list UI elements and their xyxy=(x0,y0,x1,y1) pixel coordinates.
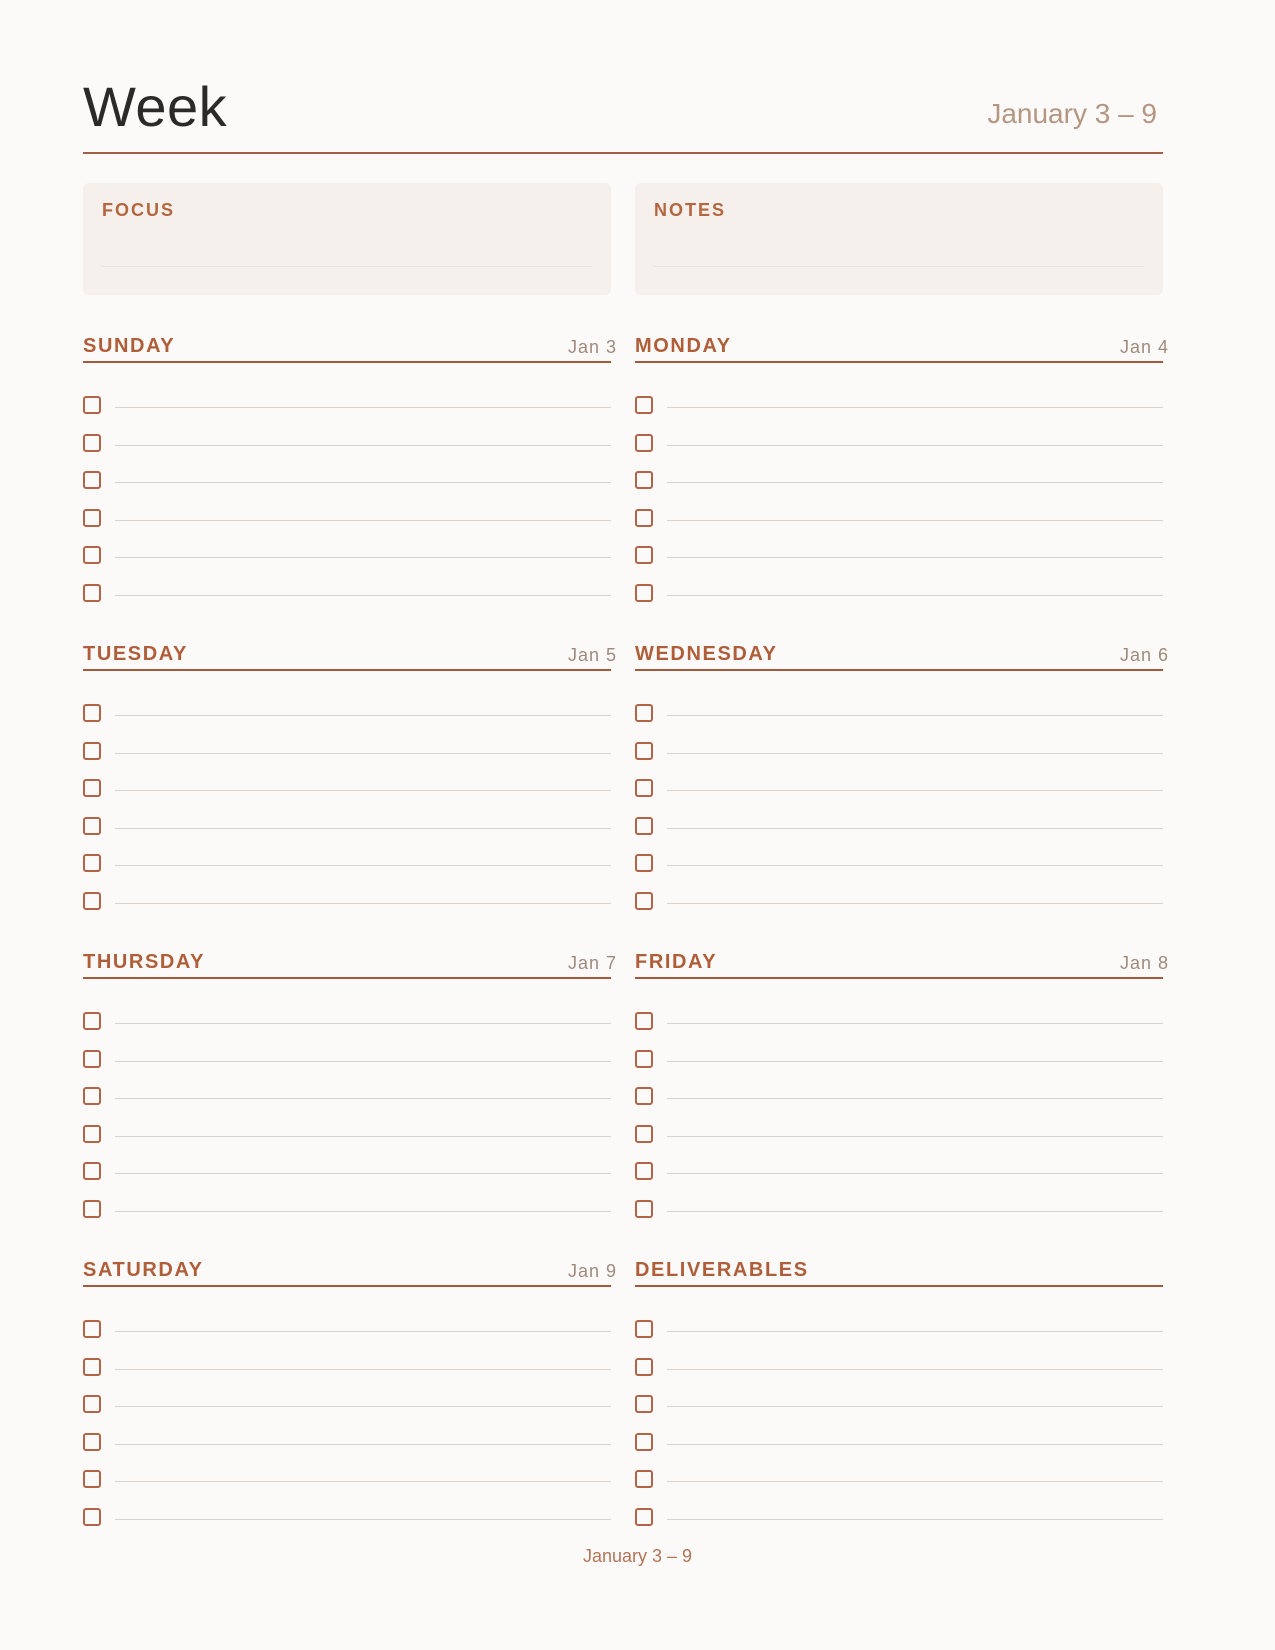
task-line[interactable] xyxy=(667,1173,1163,1174)
task-checkbox[interactable] xyxy=(83,779,101,797)
task-checkbox[interactable] xyxy=(83,1470,101,1488)
wednesday-section xyxy=(635,642,1169,942)
task-row xyxy=(635,1508,1163,1545)
task-line[interactable] xyxy=(115,790,611,791)
focus-title: FOCUS xyxy=(102,200,175,220)
date-range: January 3 – 9 xyxy=(987,98,1157,129)
section-title: MONDAY xyxy=(635,335,732,357)
task-line[interactable] xyxy=(115,1136,611,1137)
task-checkbox[interactable] xyxy=(635,1470,653,1488)
task-row xyxy=(83,1470,611,1507)
task-row xyxy=(635,509,1163,546)
task-line[interactable] xyxy=(667,753,1163,754)
section-title: DELIVERABLES xyxy=(635,1259,809,1281)
task-checkbox[interactable] xyxy=(635,779,653,797)
task-line[interactable] xyxy=(667,1023,1163,1024)
task-line[interactable] xyxy=(667,520,1163,521)
task-row xyxy=(83,1320,611,1357)
task-checkbox[interactable] xyxy=(83,1125,101,1143)
task-row xyxy=(635,434,1163,471)
task-line[interactable] xyxy=(115,557,611,558)
task-row xyxy=(83,854,611,891)
task-row xyxy=(83,779,611,816)
section-date: Jan 8 xyxy=(1119,953,1169,973)
task-line[interactable] xyxy=(667,1136,1163,1137)
task-row xyxy=(83,1125,611,1162)
task-line[interactable] xyxy=(115,753,611,754)
task-line[interactable] xyxy=(667,865,1163,866)
task-row xyxy=(635,471,1163,508)
section-title: SUNDAY xyxy=(83,335,176,357)
task-line[interactable] xyxy=(115,1023,611,1024)
task-line[interactable] xyxy=(115,1331,611,1332)
task-row xyxy=(83,1433,611,1470)
task-line[interactable] xyxy=(115,520,611,521)
task-checkbox[interactable] xyxy=(83,854,101,872)
task-checkbox[interactable] xyxy=(83,546,101,564)
task-row xyxy=(83,704,611,741)
task-line[interactable] xyxy=(667,1519,1163,1520)
section-divider xyxy=(83,361,611,363)
task-line[interactable] xyxy=(667,1406,1163,1407)
section-date: Jan 5 xyxy=(567,645,617,665)
task-row xyxy=(83,509,611,546)
task-checkbox[interactable] xyxy=(635,1433,653,1451)
monday-section xyxy=(635,334,1169,634)
task-checkbox[interactable] xyxy=(635,1358,653,1376)
task-checkbox[interactable] xyxy=(83,1358,101,1376)
task-line[interactable] xyxy=(115,1406,611,1407)
task-row xyxy=(83,396,611,433)
task-checkbox[interactable] xyxy=(83,1087,101,1105)
task-row xyxy=(635,742,1163,779)
task-checkbox[interactable] xyxy=(635,434,653,452)
task-row xyxy=(635,1358,1163,1395)
task-row xyxy=(83,1050,611,1087)
task-line[interactable] xyxy=(667,557,1163,558)
task-checkbox[interactable] xyxy=(635,704,653,722)
task-checkbox[interactable] xyxy=(635,892,653,910)
task-checkbox[interactable] xyxy=(635,584,653,602)
notes-box[interactable] xyxy=(635,183,1163,295)
task-line[interactable] xyxy=(667,1098,1163,1099)
task-checkbox[interactable] xyxy=(635,1395,653,1413)
task-checkbox[interactable] xyxy=(635,1200,653,1218)
task-checkbox[interactable] xyxy=(83,1012,101,1030)
task-checkbox[interactable] xyxy=(83,817,101,835)
task-line[interactable] xyxy=(115,407,611,408)
task-row xyxy=(83,1087,611,1124)
section-divider xyxy=(83,669,611,671)
task-line[interactable] xyxy=(115,595,611,596)
task-checkbox[interactable] xyxy=(635,1320,653,1338)
task-row xyxy=(635,1320,1163,1357)
task-line[interactable] xyxy=(667,445,1163,446)
friday-section xyxy=(635,950,1169,1250)
task-checkbox[interactable] xyxy=(635,854,653,872)
section-divider xyxy=(635,977,1163,979)
task-row xyxy=(635,817,1163,854)
section-title: THURSDAY xyxy=(83,951,206,973)
task-line[interactable] xyxy=(115,1481,611,1482)
section-date: Jan 7 xyxy=(567,953,617,973)
task-line[interactable] xyxy=(115,715,611,716)
task-row xyxy=(635,1012,1163,1049)
section-title: SATURDAY xyxy=(83,1259,204,1281)
task-checkbox[interactable] xyxy=(83,509,101,527)
task-checkbox[interactable] xyxy=(83,471,101,489)
task-row xyxy=(635,1200,1163,1237)
task-line[interactable] xyxy=(115,1061,611,1062)
notes-title: NOTES xyxy=(654,200,727,220)
task-row xyxy=(83,546,611,583)
section-divider xyxy=(83,977,611,979)
thursday-section xyxy=(83,950,617,1250)
task-row xyxy=(83,1200,611,1237)
task-checkbox[interactable] xyxy=(635,1012,653,1030)
task-row xyxy=(635,854,1163,891)
task-row xyxy=(83,742,611,779)
section-divider xyxy=(635,669,1163,671)
task-line[interactable] xyxy=(667,790,1163,791)
task-row xyxy=(635,1470,1163,1507)
task-row xyxy=(83,584,611,621)
tuesday-section xyxy=(83,642,617,942)
task-line[interactable] xyxy=(115,1444,611,1445)
task-checkbox[interactable] xyxy=(635,1050,653,1068)
task-checkbox[interactable] xyxy=(635,1162,653,1180)
section-divider xyxy=(83,1285,611,1287)
task-row xyxy=(635,546,1163,583)
task-checkbox[interactable] xyxy=(635,471,653,489)
task-line[interactable] xyxy=(115,1173,611,1174)
task-row xyxy=(635,584,1163,621)
task-checkbox[interactable] xyxy=(635,742,653,760)
task-row xyxy=(83,1358,611,1395)
task-line[interactable] xyxy=(115,1098,611,1099)
task-checkbox[interactable] xyxy=(635,1087,653,1105)
task-checkbox[interactable] xyxy=(635,396,653,414)
task-line[interactable] xyxy=(667,595,1163,596)
task-line[interactable] xyxy=(667,1211,1163,1212)
task-line[interactable] xyxy=(115,903,611,904)
task-row xyxy=(83,1508,611,1545)
task-row xyxy=(635,704,1163,741)
section-title: TUESDAY xyxy=(83,643,188,665)
task-checkbox[interactable] xyxy=(83,1433,101,1451)
task-checkbox[interactable] xyxy=(83,1395,101,1413)
task-line[interactable] xyxy=(667,1481,1163,1482)
header-divider xyxy=(83,152,1163,154)
task-row xyxy=(635,1087,1163,1124)
deliverables-section xyxy=(635,1258,1163,1558)
task-row xyxy=(635,1395,1163,1432)
task-row xyxy=(635,1125,1163,1162)
task-line[interactable] xyxy=(115,1211,611,1212)
task-checkbox[interactable] xyxy=(83,1320,101,1338)
task-row xyxy=(635,396,1163,433)
section-divider xyxy=(635,361,1163,363)
footer-date-range: January 3 – 9 xyxy=(582,1546,693,1566)
task-row xyxy=(635,1162,1163,1199)
focus-line xyxy=(102,266,592,267)
task-line[interactable] xyxy=(667,903,1163,904)
task-line[interactable] xyxy=(667,482,1163,483)
task-line[interactable] xyxy=(667,1331,1163,1332)
task-checkbox[interactable] xyxy=(635,546,653,564)
task-line[interactable] xyxy=(667,828,1163,829)
task-line[interactable] xyxy=(667,1369,1163,1370)
section-title: WEDNESDAY xyxy=(635,643,778,665)
task-checkbox[interactable] xyxy=(83,1508,101,1526)
section-title: FRIDAY xyxy=(635,951,718,973)
task-line[interactable] xyxy=(115,445,611,446)
task-line[interactable] xyxy=(667,407,1163,408)
task-row xyxy=(83,1162,611,1199)
task-row xyxy=(83,471,611,508)
task-checkbox[interactable] xyxy=(83,892,101,910)
task-row xyxy=(635,1433,1163,1470)
task-checkbox[interactable] xyxy=(635,1125,653,1143)
section-date: Jan 6 xyxy=(1119,645,1169,665)
task-checkbox[interactable] xyxy=(635,1508,653,1526)
task-checkbox[interactable] xyxy=(83,1050,101,1068)
task-line[interactable] xyxy=(115,1519,611,1520)
task-checkbox[interactable] xyxy=(83,1162,101,1180)
task-row xyxy=(83,817,611,854)
focus-box[interactable] xyxy=(83,183,611,295)
section-date: Jan 3 xyxy=(567,337,617,357)
task-row xyxy=(83,1395,611,1432)
task-line[interactable] xyxy=(115,865,611,866)
task-checkbox[interactable] xyxy=(635,509,653,527)
task-checkbox[interactable] xyxy=(83,742,101,760)
task-row xyxy=(83,434,611,471)
task-checkbox[interactable] xyxy=(83,1200,101,1218)
section-date: Jan 4 xyxy=(1119,337,1169,357)
task-row xyxy=(635,1050,1163,1087)
saturday-section xyxy=(83,1258,617,1558)
task-line[interactable] xyxy=(667,1061,1163,1062)
task-row xyxy=(635,892,1163,929)
task-checkbox[interactable] xyxy=(83,704,101,722)
sunday-section xyxy=(83,334,617,634)
notes-line xyxy=(654,266,1144,267)
task-line[interactable] xyxy=(115,482,611,483)
task-checkbox[interactable] xyxy=(83,396,101,414)
task-checkbox[interactable] xyxy=(635,817,653,835)
page-title: Week xyxy=(83,75,228,138)
task-line[interactable] xyxy=(115,1369,611,1370)
task-row xyxy=(83,1012,611,1049)
section-divider xyxy=(635,1285,1163,1287)
task-row xyxy=(83,892,611,929)
task-line[interactable] xyxy=(667,715,1163,716)
task-checkbox[interactable] xyxy=(83,434,101,452)
task-line[interactable] xyxy=(115,828,611,829)
task-line[interactable] xyxy=(667,1444,1163,1445)
task-row xyxy=(635,779,1163,816)
task-checkbox[interactable] xyxy=(83,584,101,602)
section-date: Jan 9 xyxy=(567,1261,617,1281)
